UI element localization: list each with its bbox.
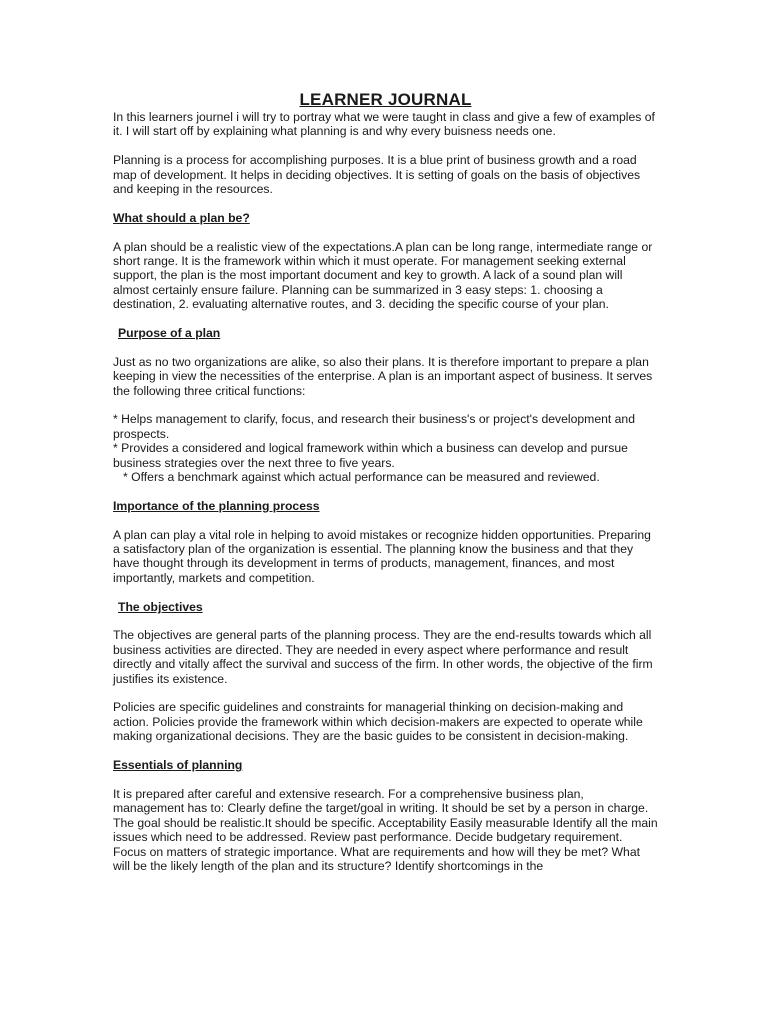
- planning-definition-paragraph: Planning is a process for accomplishing purposes. It is a blue print of business growth and a road map of development. It helps in deciding objectives. It is setting of goals on the basis of objectives and keeping in the resources.: [113, 153, 641, 197]
- plan-be-paragraph: A plan should be a realistic view of the expectations.A plan can be long range, intermediate range or short range. It is the framework within which it must operate. For management seeking external support, the plan is the most important document and key to growth. A lack of a sound plan will almost certainly ensure failure. Planning can be summarized in 3 easy steps: 1. choosing a destination, 2. evaluating alternative routes, and 3. deciding the specific course of your plan.: [113, 239, 653, 312]
- purpose-paragraph: Just as no two organizations are alike, so also their plans. It is therefore important to prepare a plan keeping in view the necessities of the enterprise. A plan is an important aspect of business. It serves the following three critical functions:: [113, 354, 653, 398]
- heading-importance-of-planning-process: Importance of the planning process: [113, 498, 320, 513]
- list-item: * Helps management to clarify, focus, and research their business's or project's development and prospects.: [113, 412, 635, 441]
- heading-purpose-of-a-plan: Purpose of a plan: [118, 326, 221, 341]
- list-item: * Offers a benchmark against which actual performance can be measured and reviewed.: [123, 470, 600, 485]
- heading-essentials-of-planning: Essentials of planning: [113, 758, 243, 773]
- purpose-bullet-list: [113, 412, 658, 484]
- importance-paragraph: A plan can play a vital role in helping to avoid mistakes or recognize hidden opportunities. Preparing a satisfactory plan of the organization is essential. The planning know the business and that they have thought through its development in terms of products, management, finances, and most importantly, markets and competition.: [113, 527, 651, 585]
- objectives-paragraph: The objectives are general parts of the planning process. They are the end-results towards which all business activities are directed. They are needed in every aspect where performance and result directly and vitally affect the survival and success of the firm. In other words, the objective of the firm justifies its existence.: [113, 628, 653, 686]
- heading-what-should-a-plan-be: What should a plan be?: [113, 210, 250, 225]
- list-item: * Provides a considered and logical framework within which a business can develop and pursue business strategies over the next three to five years.: [113, 441, 628, 470]
- policies-paragraph: Policies are specific guidelines and constraints for managerial thinking on decision-making and action. Policies provide the framework within which decision-makers are expected to operate while making organizational decisions. They are the basic guides to be consistent in decision-making.: [113, 700, 643, 744]
- page-title: LEARNER JOURNAL: [299, 90, 472, 109]
- essentials-paragraph: It is prepared after careful and extensive research. For a comprehensive business plan, management has to: Clearly define the target/goal in writing. It should be set by a person in charge. The goal should be realistic.It should be specific. Acceptability Easily measurable Identify all the main issues which need to be addressed. Review past performance. Decide budgetary requirement. Focus on matters of strategic importance. What are requirements and how will they be met? What will be the likely length of the plan and its structure? Identify shortcomings in the: [113, 786, 658, 873]
- heading-the-objectives: The objectives: [118, 599, 203, 614]
- intro-paragraph: In this learners journel i will try to portray what we were taught in class and give a few of examples of it. I will start off by explaining what planning is and why every buisness needs one.: [113, 110, 655, 139]
- document-page: [113, 90, 658, 888]
